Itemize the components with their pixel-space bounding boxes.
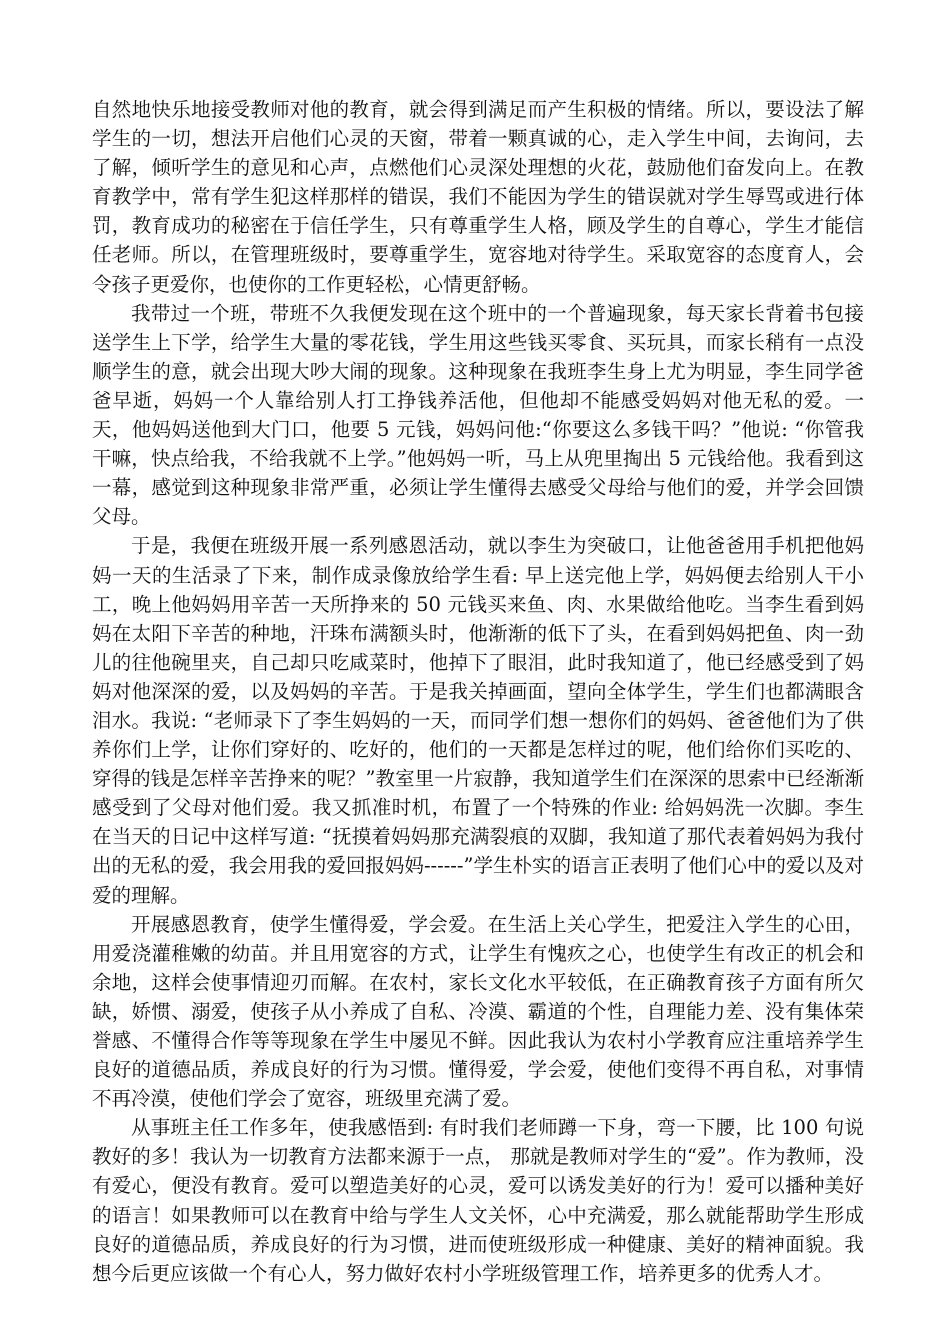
paragraph-conclusion: 从事班主任工作多年，使我感悟到: 有时我们老师蹲一下身，弯一下腰，比 100 句说教好的多！我认为一切教育方法都来源于一点， 那就是教师对学生的“爱”。作为教师，没有爱心，便没有教育。爱可以塑造美好的心灵，爱可以诱发美好的行为！爱可以播种美好的语言！如果教师可以在教育中给与学生人文关怀，心中充满爱，那么就能帮助学生形成良好的道德品质，养成良好的行为习惯，进而使班级形成一种健康、美好的精神面貌。我想今后更应该做一个有心人，努力做好农村小学班级管理工作，培养更多的优秀人才。 (92, 1116, 864, 1285)
paragraph-continuation: 自然地快乐地接受教师对他的教育，就会得到满足而产生积极的情绪。所以，要设法了解学生的一切，想法开启他们心灵的天窗，带着一颗真诚的心，走入学生中间，去询问，去了解，倾听学生的意见和心声，点燃他们心灵深处理想的火花，鼓励他们奋发向上。在教育教学中，常有学生犯这样那样的错误，我们不能因为学生的错误就对学生辱骂或进行体罚，教育成功的秘密在于信任学生，只有尊重学生人格，顾及学生的自尊心，学生才能信任老师。所以，在管理班级时，要尊重学生，宽容地对待学生。采取宽容的态度育人，会令孩子更爱你，也使你的工作更轻松，心情更舒畅。 (92, 98, 864, 296)
paragraph-class-story: 我带过一个班，带班不久我便发现在这个班中的一个普遍现象，每天家长背着书包接送学生上下学，给学生大量的零花钱，学生用这些钱买零食、买玩具，而家长稍有一点没顺学生的意，就会出现大吵大闹的现象。这种现象在我班李生身上尤为明显，李生同学爸爸早逝，妈妈一个人靠给别人打工挣钱养活他，但他却不能感受妈妈对他无私的爱。一天，他妈妈送他到大门口，他要 5 元钱，妈妈问他:“你要这么多钱干吗？”他说: “你管我干嘛，快点给我，不给我就不上学。”他妈妈一听，马上从兜里掏出 5 元钱给他。我看到这一幕，感觉到这种现象非常严重，必须让学生懂得去感受父母给与他们的爱，并学会回馈父母。 (92, 301, 864, 529)
paragraph-gratitude-education: 开展感恩教育，使学生懂得爱，学会爱。在生活上关心学生，把爱注入学生的心田，用爱浇灌稚嫩的幼苗。并且用宽容的方式，让学生有愧疚之心，也使学生有改正的机会和余地，这样会使事情迎刃而解。在农村，家长文化水平较低，在正确教育孩子方面有所欠缺，娇惯、溺爱，使孩子从小养成了自私、冷漠、霸道的个性，自理能力差、没有集体荣誉感、不懂得合作等等现象在学生中屡见不鲜。因此我认为农村小学教育应注重培养学生良好的道德品质，养成良好的行为习惯。懂得爱，学会爱，使他们变得不再自私，对事情不再冷漠，使他们学会了宽容，班级里充满了爱。 (92, 912, 864, 1111)
article-body (92, 95, 864, 1288)
paragraph-gratitude-activity: 于是，我便在班级开展一系列感恩活动，就以李生为突破口，让他爸爸用手机把他妈妈一天的生活录了下来，制作成录像放给学生看: 早上送完他上学，妈妈便去给别人干小工，晚上他妈妈用辛苦一天所挣来的 50 元钱买来鱼、肉、水果做给他吃。当李生看到妈妈在太阳下辛苦的种地，汗珠布满额头时，他渐渐的低下了头，在看到妈妈把鱼、肉一劲儿的往他碗里夹，自己却只吃咸菜时，他掉下了眼泪，此时我知道了，他已经感受到了妈妈对他深深的爱，以及妈妈的辛苦。于是我关掉画面，望向全体学生，学生们也都满眼含泪水。我说: “老师录下了李生妈妈的一天，而同学们想一想你们的妈妈、爸爸他们为了供养你们上学，让你们穿好的、吃好的，他们的一天都是怎样过的呢，他们给你们买吃的、穿得的钱是怎样辛苦挣来的呢？”教室里一片寂静，我知道学生们在深深的思索中已经渐渐感受到了父母对他们爱。我又抓准时机，布置了一个特殊的作业: 给妈妈洗一次脚。李生在当天的日记中这样写道: “抚摸着妈妈那充满裂痕的双脚，我知道了那代表着妈妈为我付出的无私的爱，我会用我的爱回报妈妈------”学生朴实的语言正表明了他们心中的爱以及对爱的理解。 (92, 534, 864, 907)
